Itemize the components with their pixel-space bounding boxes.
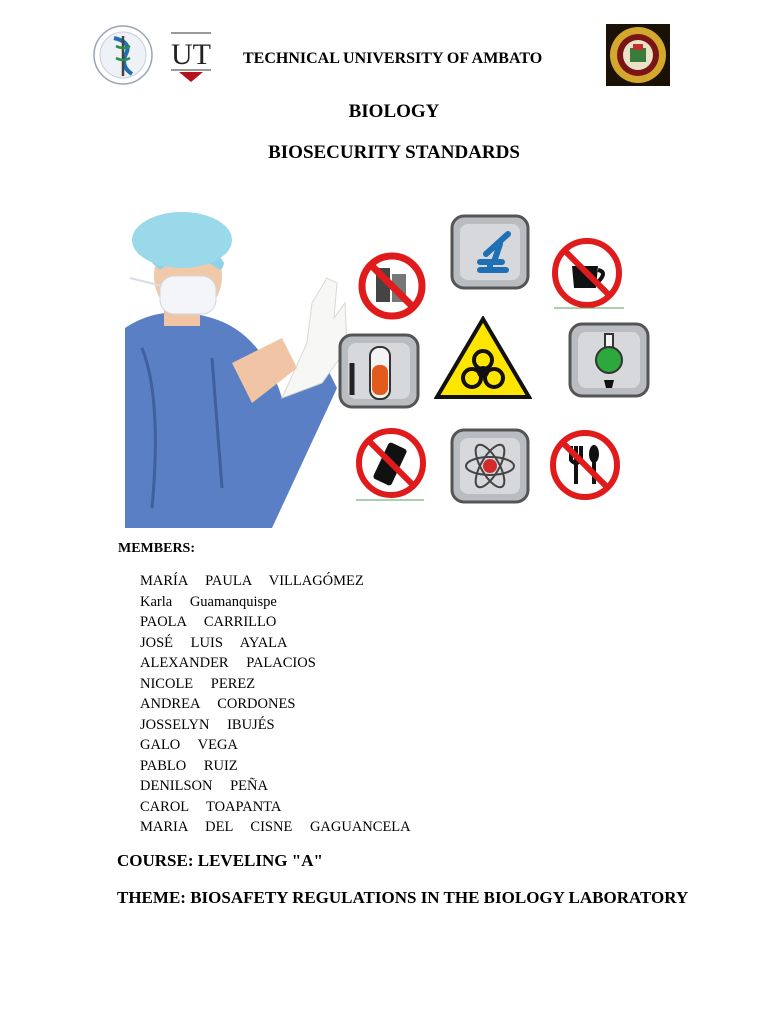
lab-worker-illustration	[122, 208, 352, 528]
no-drinks-icon	[550, 236, 624, 310]
no-food-waste-icon	[358, 252, 426, 320]
faculty-logo	[92, 24, 154, 86]
list-item: Karla Guamanquispe	[140, 593, 277, 610]
list-item: GALO VEGA	[140, 737, 238, 753]
list-item: PABLO RUIZ	[140, 757, 238, 774]
list-item: JOSSELYN IBUJÉS	[140, 716, 275, 733]
flask-burner-icon	[568, 322, 650, 398]
test-tube-icon	[338, 333, 420, 409]
list-item: PAOLA CARRILLO	[140, 614, 277, 630]
list-item: ALEXANDER PALACIOS	[140, 655, 316, 671]
atom-icon	[450, 428, 530, 504]
microscope-icon	[450, 214, 530, 290]
course-line: COURSE: LEVELING "A"	[117, 851, 323, 870]
members-list	[140, 571, 411, 838]
ut-logo-text: UT	[171, 38, 211, 71]
members-label: MEMBERS:	[118, 541, 195, 556]
list-item: DENILSON PEÑA	[140, 778, 268, 794]
list-item: CAROL TOAPANTA	[140, 798, 282, 815]
theme-line: THEME: BIOSAFETY REGULATIONS IN THE BIOLOGY LABORATORY	[117, 888, 689, 907]
list-item: ANDREA CORDONES	[140, 696, 296, 712]
list-item: MARÍA PAULA VILLAGÓMEZ	[140, 573, 364, 589]
biohazard-icon	[434, 316, 532, 400]
no-phone-icon	[354, 426, 428, 508]
document-title: BIOSECURITY STANDARDS	[268, 142, 520, 163]
no-eating-icon	[548, 428, 622, 502]
ut-logo	[165, 30, 217, 82]
list-item: JOSÉ LUIS AYALA	[140, 634, 288, 651]
university-seal	[606, 24, 670, 86]
subject-heading: BIOLOGY	[348, 101, 440, 122]
university-name: TECHNICAL UNIVERSITY OF AMBATO	[243, 50, 543, 67]
list-item: MARIA DEL CISNE GAGUANCELA	[140, 819, 411, 835]
list-item: NICOLE PEREZ	[140, 675, 256, 692]
